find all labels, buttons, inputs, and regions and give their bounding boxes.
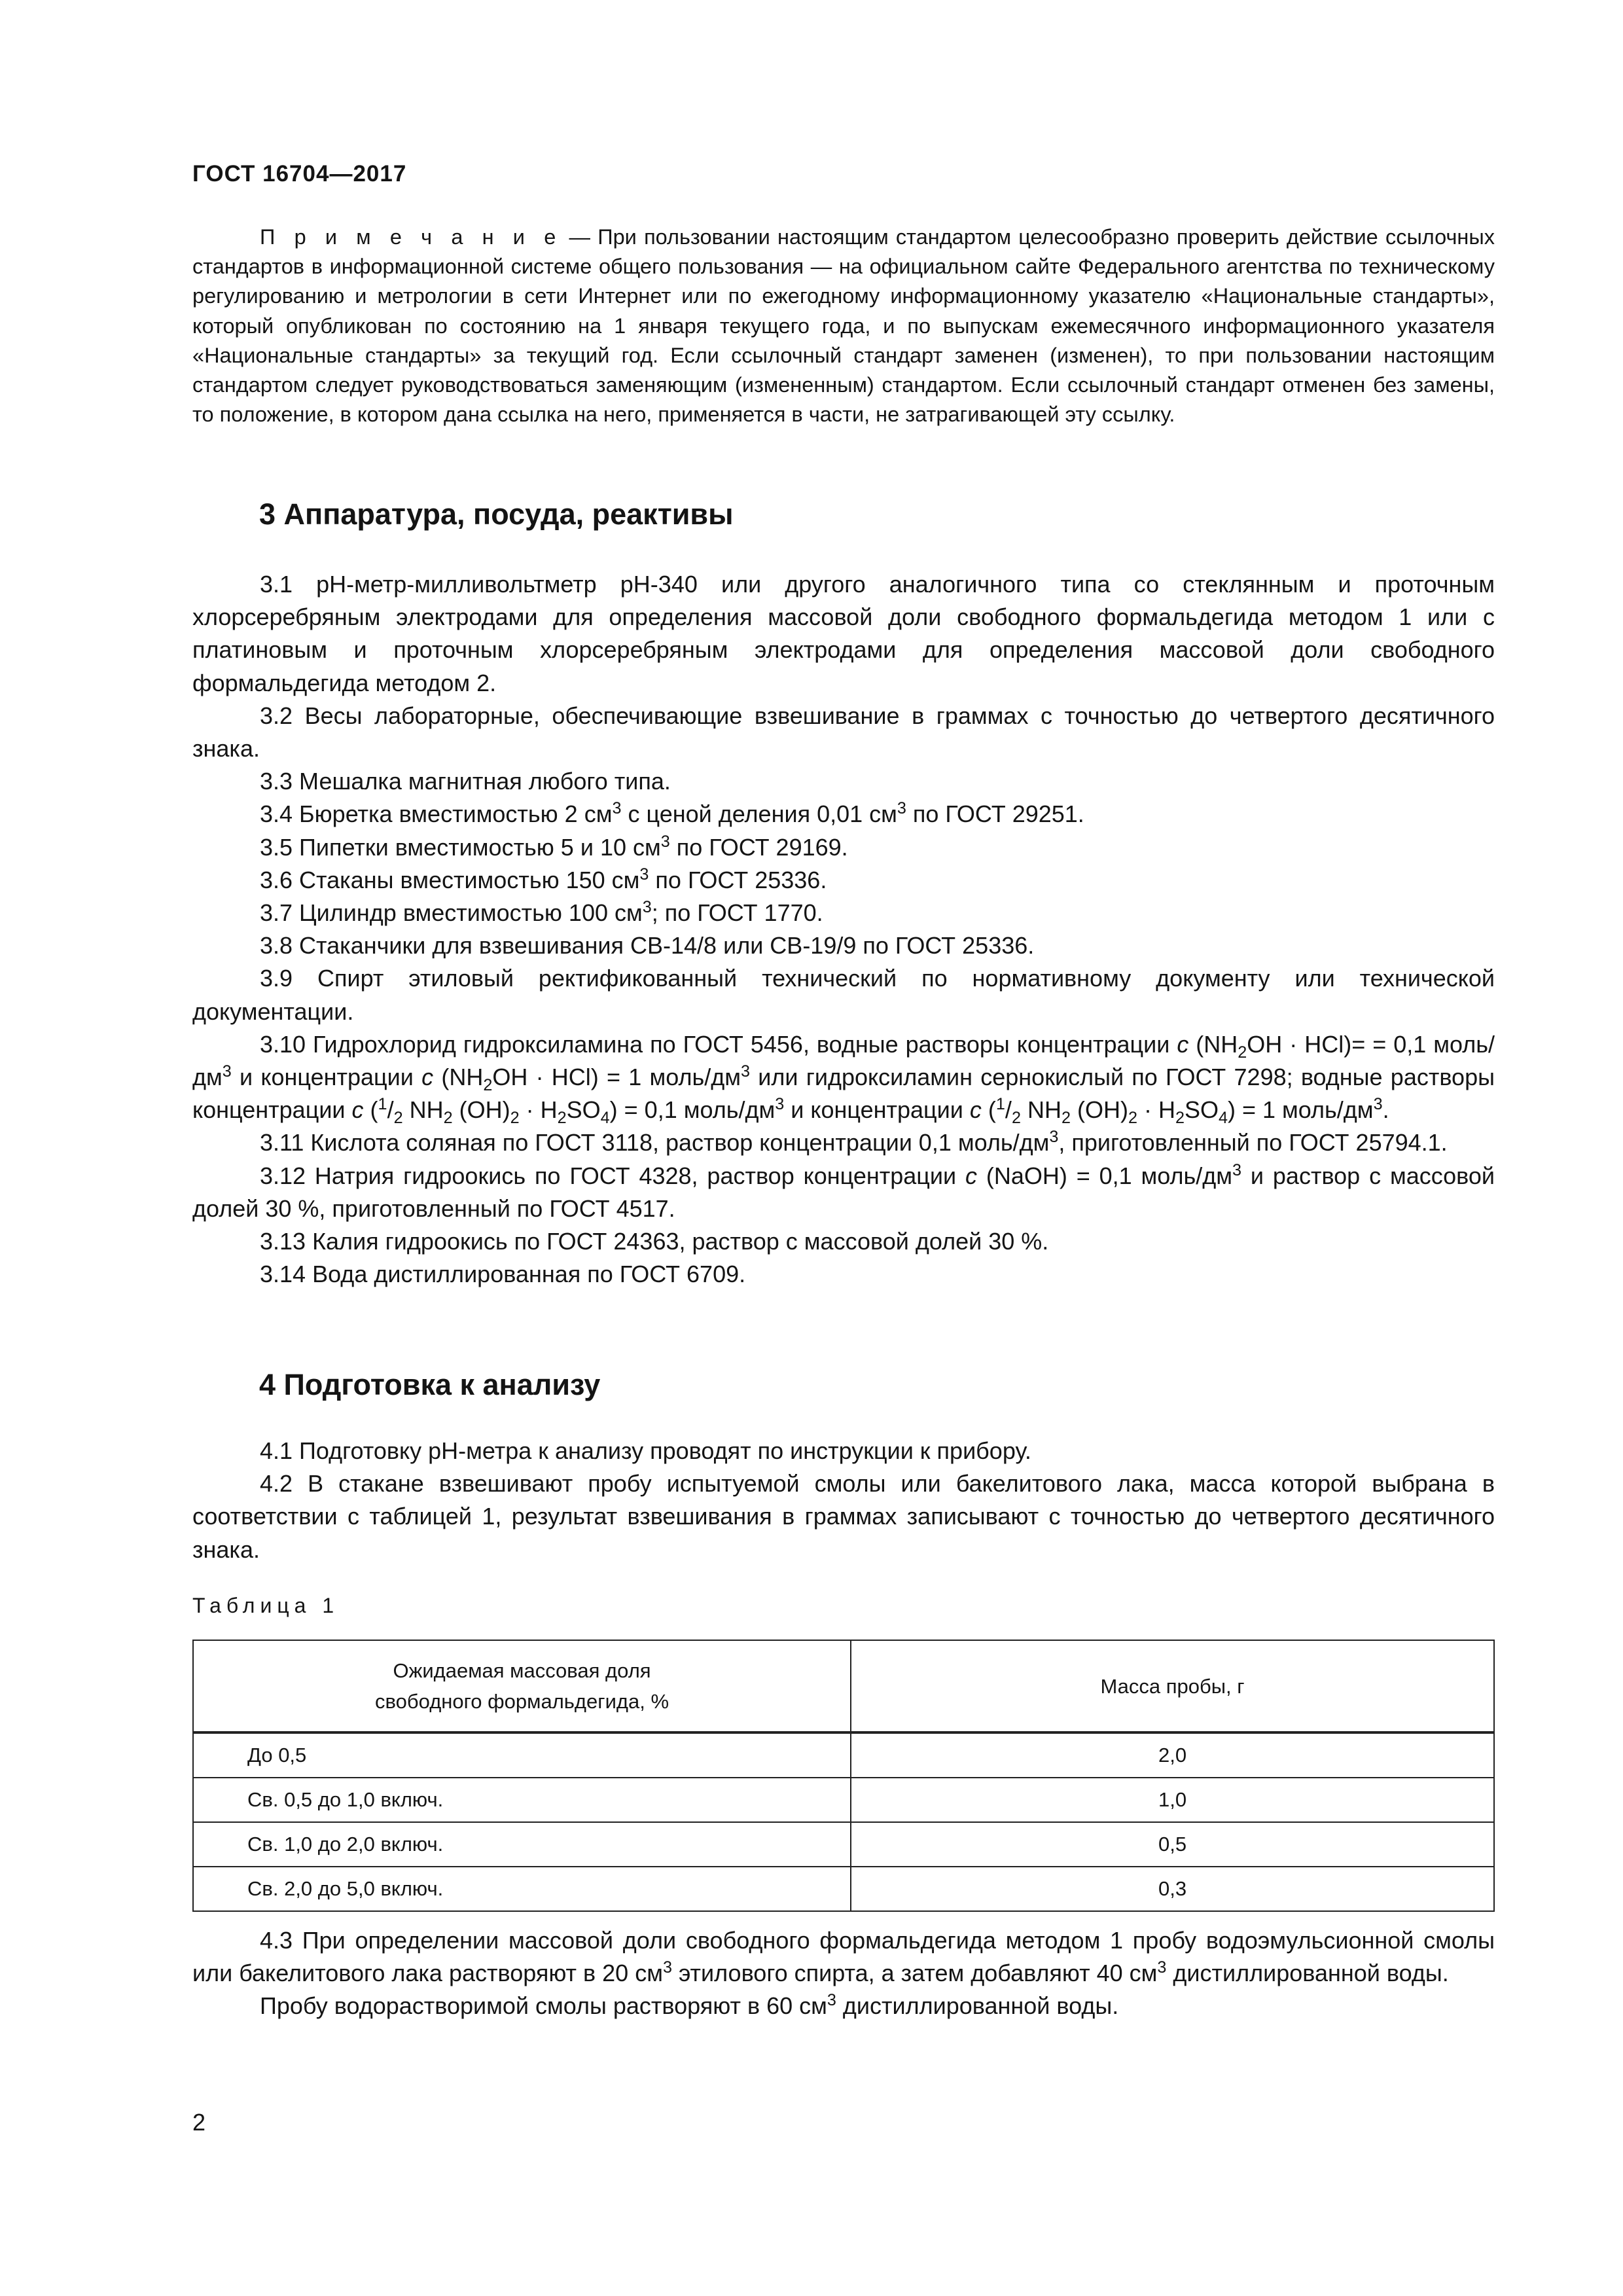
table-row	[193, 1778, 1494, 1822]
paragraph-3-1: 3.1 pH-метр-милливольтметр pH-340 или другого аналогичного типа со стеклянным и проточным хлорсеребряным электродами для определения массовой доли свободного формальдегида методом 1 или с платиновым и проточным хлорсеребряным электродами для определения массовой доли свободного формальдегида методом 2.	[192, 571, 1495, 696]
page-number: 2	[192, 2109, 206, 2136]
table-cell-range: До 0,5	[193, 1732, 851, 1778]
paragraph-3-13: 3.13 Калия гидроокись по ГОСТ 24363, раствор с массовой долей 30 %.	[260, 1228, 1049, 1255]
document-header: ГОСТ 16704—2017	[192, 161, 407, 187]
note-lead: П р и м е ч а н и е	[260, 225, 562, 249]
table-row	[193, 1732, 1494, 1778]
paragraph-3-4: 3.4 Бюретка вместимостью 2 $см^3$ с ценой деления 0,01 $см^3$ по ГОСТ 29251.	[260, 799, 1084, 828]
table-cell-mass: 2,0	[851, 1732, 1494, 1778]
paragraph-3-3: 3.3 Мешалка магнитная любого типа.	[260, 768, 671, 795]
table-header-mass: Масса пробы, г	[851, 1640, 1494, 1732]
paragraph-3-6: 3.6 Стаканы вместимостью 150 $см^3$ по ГОСТ 25336.	[260, 865, 827, 893]
table-cell-mass: 0,5	[851, 1822, 1494, 1867]
table-header-fraction: Ожидаемая массовая доля свободного формальдегида, %	[193, 1640, 851, 1732]
paragraph-3-10: 3.10 Гидрохлорид гидроксиламина по ГОСТ 5456, водные растворы концентрации c $(NH_2OH \cdot HCl)= = 0,1$ моль/$дм^3$ и концентрации c $(NH_2OH \cdot HCl) = 1$ моль/$дм^3$ или гидроксиламин сернокислый по ГОСТ 7298; водные растворы концентрации c ($^1/_2$ $NH_2$ $(OH)_2 \cdot H_2SO_4) = 0,1$ моль/$дм^3$ и концентрации c ($^1/_2$ $NH_2$ $(OH)_2 \cdot H_2SO_4) = 1$ моль/$дм^3$.	[192, 1030, 1495, 1128]
section-4-body-continued	[192, 1924, 1495, 2023]
paragraph-4-3-continued: Пробу водорастворимой смолы растворяют в 60 $см^3$ дистиллированной воды.	[260, 1991, 1119, 2020]
table-cell-range: Св. 2,0 до 5,0 включ.	[193, 1867, 851, 1911]
paragraph-3-2: 3.2 Весы лабораторные, обеспечивающие взвешивание в граммах с точностью до четвертого десятичного знака.	[192, 702, 1495, 762]
section-4-body	[192, 1435, 1495, 1566]
section-4-heading: 4 Подготовка к анализу	[259, 1368, 601, 1401]
paragraph-4-1: 4.1 Подготовку pH-метра к анализу проводят по инструкции к прибору.	[260, 1437, 1031, 1464]
note-text: — При пользовании настоящим стандартом целесообразно проверить действие ссылочных стандартов в информационной системе общего пользования — на официальном сайте Федерального агентства по техническому регулированию и метрологии в сети Интернет или по ежегодному информационному указателю «Национальные стандарты», который опубликован по состоянию на 1 января текущего года, и по выпускам ежемесячного информационного указателя «Национальные стандарты» за текущий год. Если ссылочный стандарт заменен (изменен), то при пользовании настоящим стандартом следует руководствоваться заменяющим (измененным) стандартом. Если ссылочный стандарт отменен без замены, то положение, в котором дана ссылка на него, применяется в части, не затрагивающей эту ссылку.	[192, 225, 1495, 427]
paragraph-3-14: 3.14 Вода дистиллированная по ГОСТ 6709.	[260, 1261, 746, 1288]
paragraph-3-9: 3.9 Спирт этиловый ректификованный технический по нормативному документу или технической документации.	[192, 965, 1495, 1025]
paragraph-3-5: 3.5 Пипетки вместимостью 5 и 10 $см^3$ по ГОСТ 29169.	[260, 832, 848, 861]
table-1	[192, 1640, 1495, 1912]
paragraph-4-3: 4.3 При определении массовой доли свободного формальдегида методом 1 пробу водоэмульсионной смолы или бакелитового лака растворяют в 20 $см^3$ этилового спирта, а затем добавляют 40 $см^3$ дистиллированной воды.	[192, 1927, 1495, 1987]
table-cell-mass: 0,3	[851, 1867, 1494, 1911]
paragraph-4-2: 4.2 В стакане взвешивают пробу испытуемой смолы или бакелитового лака, масса которой выбрана в соответствии с таблицей 1, результат взвешивания в граммах записывают с точностью до четвертого десятичного знака.	[192, 1470, 1495, 1563]
table-cell-mass: 1,0	[851, 1778, 1494, 1822]
table-row	[193, 1822, 1494, 1867]
section-3-body	[192, 568, 1495, 1291]
paragraph-3-12: 3.12 Натрия гидроокись по ГОСТ 4328, раствор концентрации c (NaOH) = 0,1 моль/$дм^3$ и раствор с массовой долей 30 %, приготовленный по ГОСТ 4517.	[192, 1160, 1495, 1222]
table-cell-range: Св. 0,5 до 1,0 включ.	[193, 1778, 851, 1822]
table-cell-range: Св. 1,0 до 2,0 включ.	[193, 1822, 851, 1867]
table-row	[193, 1867, 1494, 1911]
paragraph-3-8: 3.8 Стаканчики для взвешивания СВ-14/8 или СВ-19/9 по ГОСТ 25336.	[260, 932, 1035, 960]
paragraph-3-7: 3.7 Цилиндр вместимостью 100 $см^3$; по ГОСТ 1770.	[260, 898, 823, 927]
paragraph-3-11: 3.11 Кислота соляная по ГОСТ 3118, раствор концентрации 0,1 моль/$дм^3$, приготовленный по ГОСТ 25794.1.	[260, 1128, 1448, 1157]
section-3-heading: 3 Аппаратура, посуда, реактивы	[259, 497, 734, 531]
note-block	[192, 223, 1495, 429]
table-caption: Таблица 1	[192, 1594, 340, 1617]
